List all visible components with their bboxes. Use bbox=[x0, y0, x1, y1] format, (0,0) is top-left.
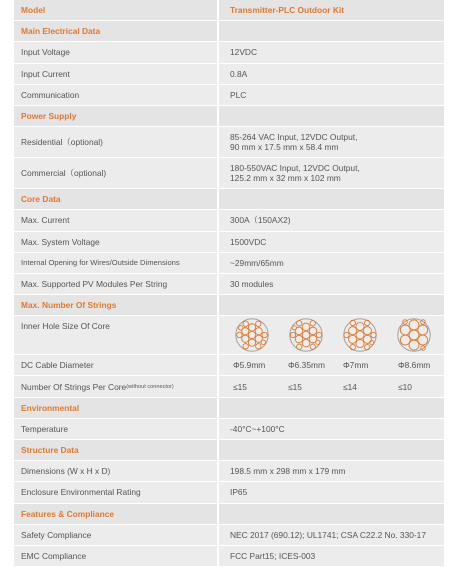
row-label: Max. System Voltage bbox=[14, 232, 217, 252]
table-row bbox=[14, 85, 444, 105]
table-row bbox=[14, 64, 444, 84]
cable-value: Φ6.35mm bbox=[288, 360, 325, 371]
row-value: -40°C~+100°C bbox=[219, 419, 444, 439]
section-title: Main Electrical Data bbox=[14, 21, 217, 41]
row-label: Commercial（optional) bbox=[14, 158, 217, 188]
table-header bbox=[14, 0, 444, 20]
row-values bbox=[219, 355, 444, 375]
row-values bbox=[219, 376, 444, 396]
row-label: Input Current bbox=[14, 64, 217, 84]
table-row bbox=[14, 210, 444, 230]
table-row bbox=[14, 232, 444, 252]
core-10-icon bbox=[396, 317, 432, 353]
cable-value: Φ5.9mm bbox=[233, 360, 266, 371]
table-row bbox=[14, 482, 444, 502]
core-diagram-icon bbox=[337, 317, 383, 353]
section-power-supply bbox=[14, 106, 444, 126]
value-line: 180-550VAC Input, 12VDC Output, bbox=[230, 163, 360, 174]
table-row bbox=[14, 525, 444, 545]
row-label: Input Voltage bbox=[14, 42, 217, 62]
row-label: Internal Opening for Wires/Outside Dimensions bbox=[14, 253, 217, 273]
strings-value: ≤15 bbox=[288, 381, 302, 392]
table-row bbox=[14, 316, 444, 354]
cable-value: Φ8.6mm bbox=[398, 360, 431, 371]
table-row bbox=[14, 42, 444, 62]
row-label: Residential（optional) bbox=[14, 127, 217, 157]
row-label: Dimensions (W x H x D) bbox=[14, 461, 217, 481]
row-label: Communication bbox=[14, 85, 217, 105]
table-row bbox=[14, 253, 444, 273]
section-environmental bbox=[14, 398, 444, 418]
core-diagrams bbox=[219, 316, 444, 354]
table-row bbox=[14, 419, 444, 439]
core-15b-icon bbox=[288, 317, 324, 353]
row-value: 0.8A bbox=[219, 64, 444, 84]
row-label: Max. Current bbox=[14, 210, 217, 230]
value-line: 125.2 mm x 32 mm x 102 mm bbox=[230, 173, 341, 184]
row-value: IP65 bbox=[219, 482, 444, 502]
section-title: Features & Compliance bbox=[14, 504, 217, 524]
cable-value: Φ7mm bbox=[343, 360, 369, 371]
section-core-data bbox=[14, 189, 444, 209]
table-row bbox=[14, 461, 444, 481]
section-main-electrical bbox=[14, 21, 444, 41]
row-value: FCC Part15; ICES-003 bbox=[219, 546, 444, 566]
core-14-icon bbox=[342, 317, 378, 353]
core-diagram-icon bbox=[229, 317, 275, 353]
table-row bbox=[14, 546, 444, 566]
row-label: Max. Supported PV Modules Per String bbox=[14, 274, 217, 294]
value-line: 85-264 VAC Input, 12VDC Output, bbox=[230, 132, 358, 143]
row-label-text: Number Of Strings Per Core bbox=[21, 381, 127, 392]
section-features bbox=[14, 504, 444, 524]
row-label: Safety Compliance bbox=[14, 525, 217, 545]
row-value: 30 modules bbox=[219, 274, 444, 294]
row-value bbox=[219, 127, 444, 157]
section-title: Core Data bbox=[14, 189, 217, 209]
core-diagram-icon bbox=[283, 317, 329, 353]
strings-value: ≤14 bbox=[343, 381, 357, 392]
section-title: Structure Data bbox=[14, 440, 217, 460]
row-label: Enclosure Environmental Rating bbox=[14, 482, 217, 502]
table-row bbox=[14, 274, 444, 294]
table-row bbox=[14, 355, 444, 375]
strings-value: ≤10 bbox=[398, 381, 412, 392]
section-max-strings bbox=[14, 295, 444, 315]
header-value: Transmitter-PLC Outdoor Kit bbox=[219, 0, 444, 20]
spec-table bbox=[14, 0, 444, 567]
section-structure bbox=[14, 440, 444, 460]
strings-value: ≤15 bbox=[233, 381, 247, 392]
row-value: NEC 2017 (690.12); UL1741; CSA C22.2 No. 330-17 bbox=[219, 525, 444, 545]
row-value: 198.5 mm x 298 mm x 179 mm bbox=[219, 461, 444, 481]
row-label-note: (without connector) bbox=[126, 383, 174, 390]
core-diagram-icon bbox=[391, 317, 437, 353]
section-title: Power Supply bbox=[14, 106, 217, 126]
table-row bbox=[14, 127, 444, 157]
core-15-icon bbox=[234, 317, 270, 353]
row-label: EMC Compliance bbox=[14, 546, 217, 566]
row-label: Temperature bbox=[14, 419, 217, 439]
row-value bbox=[219, 158, 444, 188]
row-value: 12VDC bbox=[219, 42, 444, 62]
row-label bbox=[14, 376, 217, 396]
row-label: DC Cable Diameter bbox=[14, 355, 217, 375]
row-value: ~29mm/65mm bbox=[219, 253, 444, 273]
row-value: 1500VDC bbox=[219, 232, 444, 252]
table-row bbox=[14, 158, 444, 188]
section-title: Environmental bbox=[14, 398, 217, 418]
header-label: Model bbox=[14, 0, 217, 20]
row-value: PLC bbox=[219, 85, 444, 105]
table-row bbox=[14, 376, 444, 396]
row-value: 300A（150AX2) bbox=[219, 210, 444, 230]
row-label: Inner Hole Size Of Core bbox=[14, 316, 217, 354]
value-line: 90 mm x 17.5 mm x 58.4 mm bbox=[230, 142, 339, 153]
section-title: Max. Number Of Strings bbox=[14, 295, 217, 315]
